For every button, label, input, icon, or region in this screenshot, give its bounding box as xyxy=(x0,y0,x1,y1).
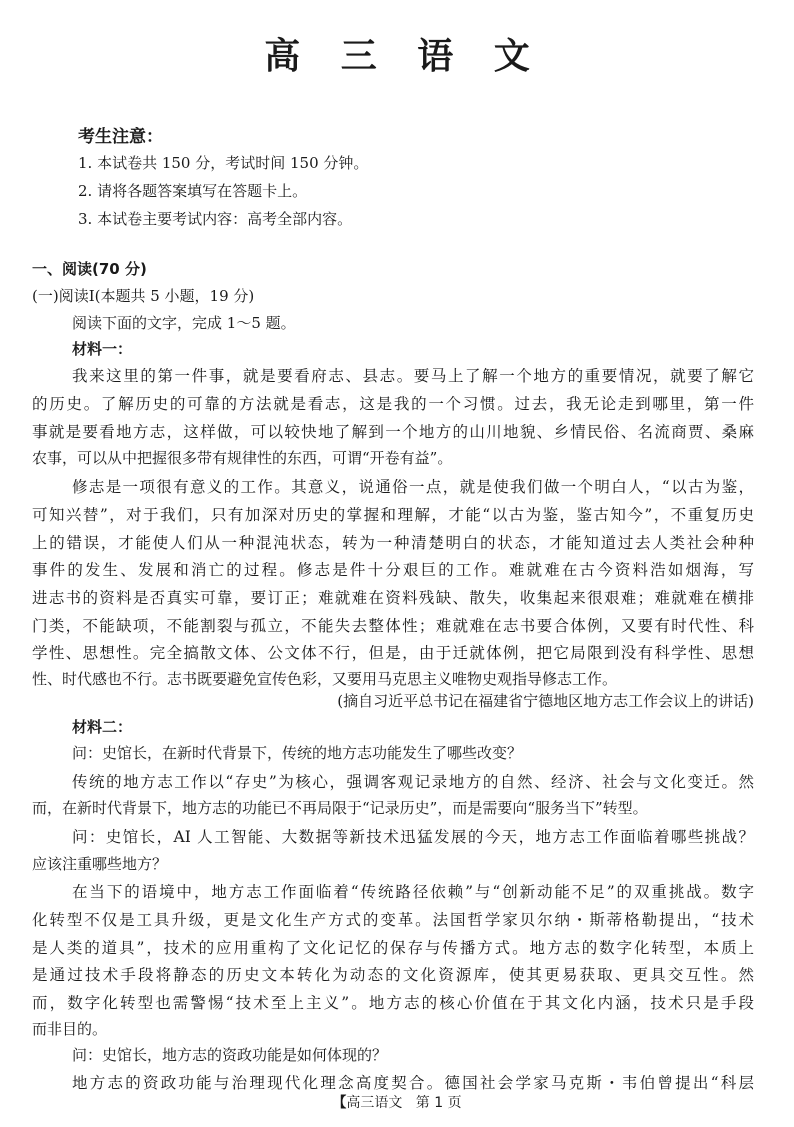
source-citation: (摘自习近平总书记在福建省宁德地区地方志工作会议上的讲话) xyxy=(337,692,754,710)
paragraph-line: 而非目的。 xyxy=(32,1020,108,1038)
paragraph-line: 事件的发生、发展和消亡的过程。修志是件十分艰巨的工作。难就难在古今资料浩如烟海，写 xyxy=(32,561,754,579)
paragraph-line: 是人类的道具”，技术的应用重构了文化记忆的保存与传播方式。地方志的数字化转型，本质上 xyxy=(32,939,754,957)
paragraph-line: 的历史。了解历史的可靠的方法就是看志，这是我的一个习惯。过去，我无论走到哪里，第一件 xyxy=(32,395,754,413)
paragraph-line: 而，在新时代背景下，地方志的功能已不再局限于“记录历史”，而是需要向“服务当下”转型。 xyxy=(32,799,648,817)
paragraph-line: 化转型不仅是工具升级，更是文化生产方式的变革。法国哲学家贝尔纳・斯蒂格勒提出，“技术 xyxy=(32,911,754,929)
paragraph-line: 是通过技术手段将静态的历史文本转化为动态的文化资源库，使其更易获取、更具交互性。然 xyxy=(32,966,754,984)
sub-section-heading: (一)阅读Ⅰ(本题共 5 小题，19 分) xyxy=(32,287,255,305)
notice-item: 2. 请将各题答案填写在答题卡上。 xyxy=(78,182,308,200)
paragraph-line: 性、时代感也不行。志书既要避免宣传色彩，又要用马克思主义唯物史观指导修志工作。 xyxy=(32,670,618,688)
footer-subject: 高三语文 xyxy=(346,1095,403,1111)
notice-heading: 考生注意： xyxy=(78,127,163,147)
section-heading: 一、阅读(70 分) xyxy=(32,260,147,278)
footer-bracket: 【 xyxy=(332,1095,347,1111)
question-line: 问：史馆长，地方志的资政功能是如何体现的？ xyxy=(72,1046,388,1064)
material1-heading: 材料一： xyxy=(72,340,133,358)
question-line: 问：史馆长，AI 人工智能、大数据等新技术迅猛发展的今天，地方志工作面临着哪些挑战？ xyxy=(72,828,754,846)
paragraph-line: 门类，不能缺项，不能割裂与孤立，不能失去整体性；难就难在志书要合体例，又要有时代性、科 xyxy=(32,617,754,635)
notice-item: 1. 本试卷共 150 分，考试时间 150 分钟。 xyxy=(78,154,369,172)
paragraph-line: 可知兴替”，对于我们，只有加深对历史的掌握和理解，才能“以古为鉴，鉴古知今”，不重复历史 xyxy=(32,506,754,524)
paragraph-line: 在当下的语境中，地方志工作面临着“传统路径依赖”与“创新动能不足”的双重挑战。数字 xyxy=(72,883,754,901)
paragraph-line: 而，数字化转型也需警惕“技术至上主义”。地方志的核心价值在于其文化内涵，技术只是手段 xyxy=(32,994,754,1012)
paragraph-line: 进志书的资料是否真实可靠，要订正；难就难在资料残缺、散失，收集起来很艰难；难就难在横排 xyxy=(32,589,754,607)
instruction: 阅读下面的文字，完成 1～5 题。 xyxy=(72,314,296,332)
question-line: 问：史馆长，在新时代背景下，传统的地方志功能发生了哪些改变？ xyxy=(72,744,523,762)
page-title: 高 三 语 文 xyxy=(264,36,544,77)
paragraph-line: 传统的地方志工作以“存史”为核心，强调客观记录地方的自然、经济、社会与文化变迁。然 xyxy=(72,773,754,791)
question-line: 应该注重哪些地方？ xyxy=(32,855,168,873)
notice-item: 3. 本试卷主要考试内容：高考全部内容。 xyxy=(78,210,353,228)
paragraph-line: 修志是一项很有意义的工作。其意义，说通俗一点，就是使我们做一个明白人，“以古为鉴， xyxy=(72,478,754,496)
material2-heading: 材料二： xyxy=(72,718,133,736)
paragraph-line: 学性、思想性。完全搞散文体、公文体不行，但是，由于迁就体例，把它局限到没有科学性、思想 xyxy=(32,644,754,662)
page-footer xyxy=(0,1092,794,1112)
paragraph-line: 农事，可以从中把握很多带有规律性的东西，可谓“开卷有益”。 xyxy=(32,449,453,467)
paragraph-line: 上的错误，才能使人们从一种混沌状态，转为一种清楚明白的状态，才能知道过去人类社会种种 xyxy=(32,534,754,552)
paragraph-line: 我来这里的第一件事，就是要看府志、县志。要马上了解一个地方的重要情况，就要了解它 xyxy=(72,367,754,385)
footer-page-number: 第 1 页 xyxy=(415,1095,462,1111)
paragraph-line: 地方志的资政功能与治理现代化理念高度契合。德国社会学家马克斯・韦伯曾提出“科层 xyxy=(72,1074,754,1092)
paragraph-line: 事就是要看地方志，这样做，可以较快地了解到一个地方的山川地貌、乡情民俗、名流商贾、桑麻 xyxy=(32,423,754,441)
